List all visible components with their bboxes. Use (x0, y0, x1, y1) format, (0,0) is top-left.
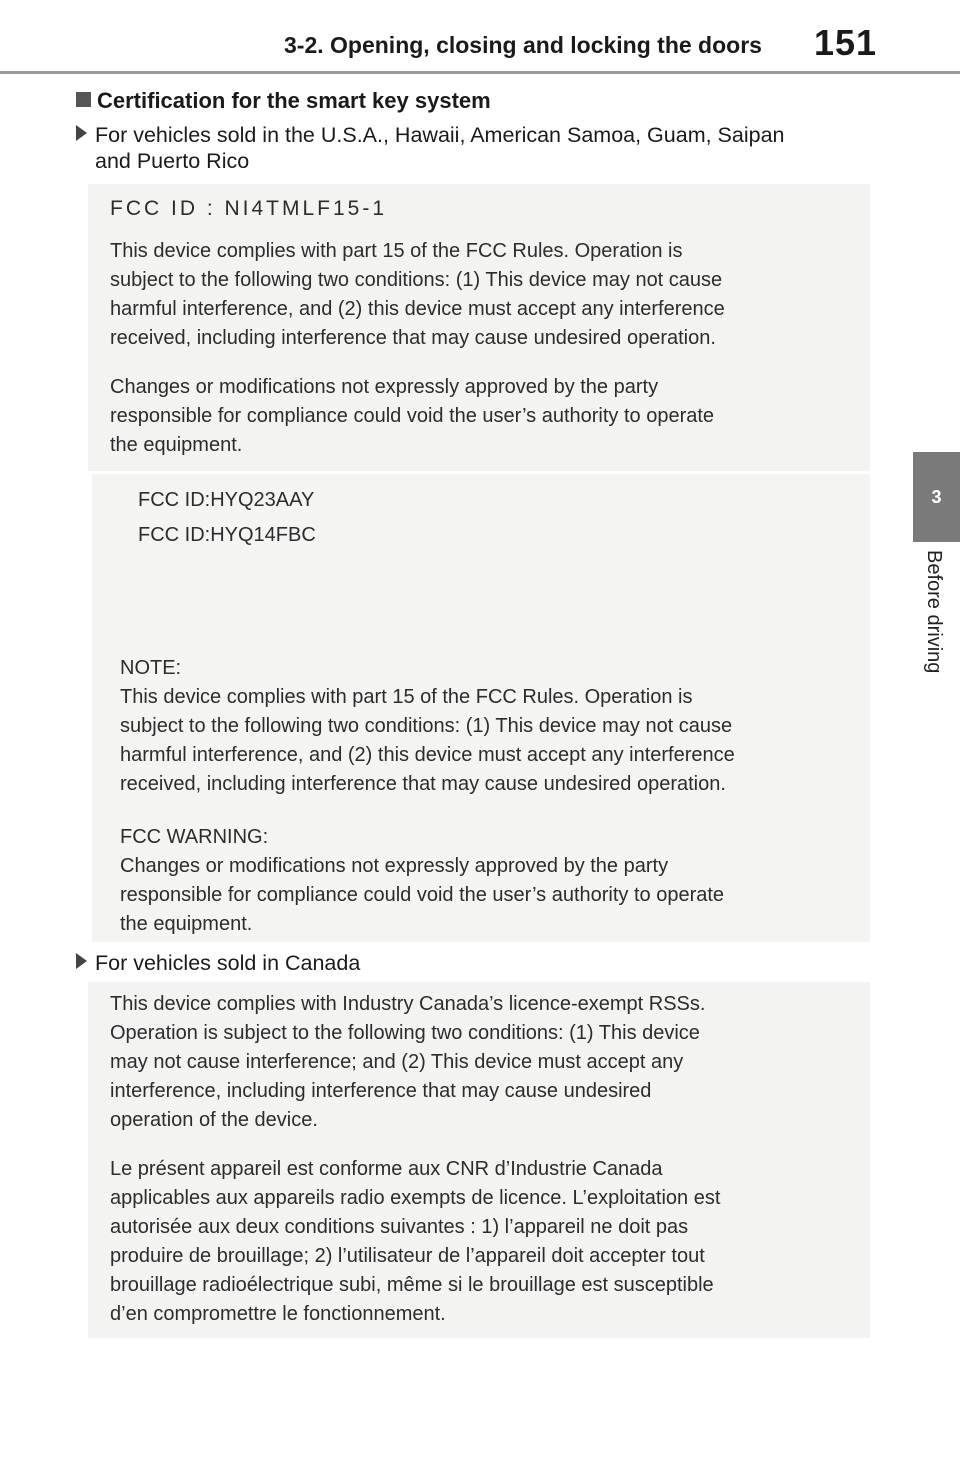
fcc-label-scan-1 (88, 184, 870, 471)
ic-fr-l2: applicables aux appareils radio exempts de licence. L’exploitation est (110, 1187, 721, 1209)
note-l1: This device complies with part 15 of the FCC Rules. Operation is (120, 686, 693, 708)
chapter-title: 3-2. Opening, closing and locking the doors (284, 32, 762, 58)
scan1-p1-l3: harmful interference, and (2) this device must accept any interference (110, 298, 725, 320)
scan1-p2-l3: the equipment. (110, 434, 243, 456)
bullet-us-line2: and Puerto Rico (95, 149, 250, 173)
scan1-p2-l1: Changes or modifications not expressly approved by the party (110, 376, 659, 398)
fcc-id-1: FCC ID:HYQ23AAY (138, 489, 315, 511)
chapter-side-label (917, 550, 947, 720)
bullet-canada-line1: For vehicles sold in Canada (95, 951, 361, 975)
scan1-p1-l1: This device complies with part 15 of the FCC Rules. Operation is (110, 240, 683, 262)
ic-fr-l5: brouillage radioélectrique subi, même si le brouillage est susceptible (110, 1274, 714, 1296)
ic-en-l1: This device complies with Industry Canada’s licence-exempt RSSs. (110, 993, 706, 1015)
ic-fr-l3: autorisée aux deux conditions suivantes : 1) l’appareil ne doit pas (110, 1216, 689, 1238)
fcc-id-2: FCC ID:HYQ14FBC (138, 524, 316, 546)
section-heading (76, 88, 491, 114)
scan1-p1-l2: subject to the following two conditions: (1) This device may not cause (110, 269, 723, 291)
note-l4: received, including interference that may cause undesired operation. (120, 773, 726, 795)
warning-l2: responsible for compliance could void the user’s authority to operate (120, 884, 725, 906)
ic-en-l4: interference, including interference that may cause undesired (110, 1080, 652, 1102)
ic-en-l3: may not cause interference; and (2) This device must accept any (110, 1051, 684, 1073)
note-l3: harmful interference, and (2) this device must accept any interference (120, 744, 735, 766)
canada-label-scan (88, 982, 870, 1338)
chapter-tab-number: 3 (931, 486, 942, 507)
bullet-us (76, 122, 785, 174)
page-header (0, 0, 900, 74)
ic-fr-l4: produire de brouillage; 2) l’utilisateur de l’appareil doit accepter tout (110, 1245, 705, 1267)
chapter-tab (913, 452, 960, 542)
section-heading-text: Certification for the smart key system (97, 88, 491, 113)
ic-fr-l6: d’en compromettre le fonctionnement. (110, 1303, 446, 1325)
triangle-bullet-icon (76, 953, 87, 969)
scan1-p1-l4: received, including interference that may cause undesired operation. (110, 327, 716, 349)
bullet-us-line1: For vehicles sold in the U.S.A., Hawaii, American Samoa, Guam, Saipan (95, 123, 785, 147)
note-title: NOTE: (120, 657, 182, 679)
scan1-p2-l2: responsible for compliance could void the user’s authority to operate (110, 405, 715, 427)
note-l2: subject to the following two conditions: (1) This device may not cause (120, 715, 733, 737)
fcc-id-line: FCC ID : NI4TMLF15-1 (110, 197, 388, 220)
ic-en-l5: operation of the device. (110, 1109, 318, 1131)
chapter-side-label-text: Before driving (923, 550, 945, 674)
square-bullet-icon (76, 92, 91, 107)
fcc-label-scan-2 (92, 474, 870, 942)
page-number: 151 (814, 22, 878, 63)
header-divider (0, 71, 960, 74)
bullet-canada (76, 950, 360, 976)
warning-l3: the equipment. (120, 913, 253, 935)
ic-en-l2: Operation is subject to the following two conditions: (1) This device (110, 1022, 700, 1044)
warning-l1: Changes or modifications not expressly approved by the party (120, 855, 669, 877)
ic-fr-l1: Le présent appareil est conforme aux CNR d’Industrie Canada (110, 1158, 663, 1180)
triangle-bullet-icon (76, 125, 87, 141)
warning-title: FCC WARNING: (120, 826, 269, 848)
